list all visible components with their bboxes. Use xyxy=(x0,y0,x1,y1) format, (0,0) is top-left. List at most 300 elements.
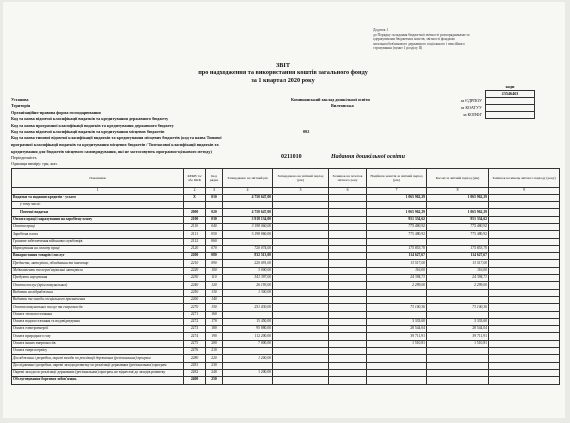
approved-year xyxy=(223,238,273,245)
balance-start xyxy=(329,340,367,347)
balance-end xyxy=(489,355,560,362)
indicator-name: Поточні видатки xyxy=(12,209,184,216)
balance-start xyxy=(329,369,367,376)
code-value xyxy=(486,104,535,111)
received-period xyxy=(367,362,427,369)
cash-expenses: 24 394,71 xyxy=(427,275,489,282)
approved-period xyxy=(273,267,329,274)
row-code xyxy=(206,202,223,209)
header-line: кредитування для бюджетів місцевого самоврядування, які не застосовують програмно-цільового методу) xyxy=(11,149,212,154)
approved-period xyxy=(273,245,329,252)
received-period: 28 544,04 xyxy=(367,326,427,333)
balance-start xyxy=(329,194,367,201)
balance-start xyxy=(329,209,367,216)
kekv-code: 2270 xyxy=(184,304,206,311)
approved-year: 95 880,00 xyxy=(223,326,273,333)
cash-expenses xyxy=(427,238,489,245)
kekv-code: X xyxy=(184,194,206,201)
kekv-code: 2230 xyxy=(184,275,206,282)
received-period: 3 333,60 xyxy=(367,318,427,325)
approved-year xyxy=(223,348,273,355)
received-period: 775 480,92 xyxy=(367,223,427,230)
cash-expenses: 39 711,91 xyxy=(427,333,489,340)
approved-period xyxy=(273,348,329,355)
balance-start xyxy=(329,355,367,362)
annex-line: одержувачами бюджетних коштів, звітності фондами xyxy=(373,37,455,41)
received-period: 39 711,91 xyxy=(367,333,427,340)
received-period: 1 065 962,29 xyxy=(367,194,427,201)
balance-start xyxy=(329,318,367,325)
header-key: Код та назва програмної класифікації видатків та кредитування державного бюджету xyxy=(11,122,174,128)
table-row xyxy=(12,253,560,260)
annex-line: загальнообов'язкового державного соціального і пенсійного xyxy=(373,41,465,46)
table-row xyxy=(12,245,560,252)
indicator-name: Оплата водопостачання та водовідведення xyxy=(12,318,184,325)
approved-period xyxy=(273,369,329,376)
indicator-name: Оплата природного газу xyxy=(12,333,184,340)
periodicity-label: Періодичність xyxy=(11,155,37,160)
cash-expenses: 775 480,92 xyxy=(427,223,489,230)
column-header: Затверджено на звітний рік xyxy=(223,169,273,188)
header-value: 002 xyxy=(303,128,310,134)
balance-end xyxy=(489,223,560,230)
indicator-name: Дослідження і розробки, окремі заходи по реалізації державних (регіональних) програм xyxy=(12,355,184,362)
indicator-name: Використання товарів і послуг xyxy=(12,253,184,260)
balance-end xyxy=(489,289,560,296)
table-row xyxy=(12,275,560,282)
table-row xyxy=(12,304,560,311)
balance-start xyxy=(329,333,367,340)
balance-end xyxy=(489,362,560,369)
header-key: Код та назва відомчої класифікації видатків та кредитування місцевих бюджетів xyxy=(11,128,165,134)
balance-start xyxy=(329,216,367,223)
report-title xyxy=(143,62,423,84)
column-header: Залишок на початок звітного року xyxy=(329,169,367,188)
cash-expenses xyxy=(427,377,489,384)
header-key: Установа xyxy=(11,97,29,102)
code-value xyxy=(486,97,535,104)
approved-period xyxy=(273,253,329,260)
balance-end xyxy=(489,231,560,238)
row-code: 120 xyxy=(206,282,223,289)
approved-period xyxy=(273,275,329,282)
column-number: 3 xyxy=(206,188,223,195)
column-header: Код рядка xyxy=(206,169,223,188)
column-header: Касові за звітний період (рік) xyxy=(427,169,489,188)
title-line: про надходження та використання коштів загального фонду xyxy=(198,69,368,77)
balance-end xyxy=(489,296,560,303)
approved-year: 832 513,00 xyxy=(223,253,273,260)
indicator-name: Продукти харчування xyxy=(12,275,184,282)
approved-period xyxy=(273,304,329,311)
row-code: 130 xyxy=(206,289,223,296)
indicator-name: Медикаменти та перев'язувальні матеріали xyxy=(12,267,184,274)
annex-line: до Порядку складання бюджетної звітності розпорядниками та xyxy=(373,32,470,37)
table-row xyxy=(12,231,560,238)
header-key: Код та назва відомчої класифікації видатків та кредитування державного бюджету xyxy=(11,116,169,122)
approved-year: 4 750 647,00 xyxy=(223,194,273,201)
balance-end xyxy=(489,194,560,201)
column-header: Надійшло коштів за звітний період (рік) xyxy=(367,169,427,188)
code-label: за КОПФГ xyxy=(462,112,482,117)
received-period: 1 065 962,29 xyxy=(367,209,427,216)
balance-start xyxy=(329,223,367,230)
row-code: 060 xyxy=(206,238,223,245)
header-key: Територія xyxy=(11,103,31,109)
balance-start xyxy=(329,260,367,267)
cash-expenses: 1 065 962,29 xyxy=(427,209,489,216)
table-row xyxy=(12,362,560,369)
indicator-name: Оплата праці xyxy=(12,223,184,230)
approved-period xyxy=(273,202,329,209)
received-period xyxy=(367,369,427,376)
row-code: 210 xyxy=(206,348,223,355)
balance-end xyxy=(489,304,560,311)
row-code: 140 xyxy=(206,296,223,303)
indicator-name: Дослідження і розробки, окремі заходи розвитку по реалізації державних (регіональних) програм xyxy=(12,362,184,369)
indicator-name: Оплата праці і нарахування на заробітну плату xyxy=(12,216,184,223)
row-code: 070 xyxy=(206,245,223,252)
balance-start xyxy=(329,311,367,318)
balance-end xyxy=(489,348,560,355)
approved-period xyxy=(273,377,329,384)
approved-year: 341 397,00 xyxy=(223,275,273,282)
received-period: 114 627,67 xyxy=(367,253,427,260)
indicator-name: Оплата теплопостачання xyxy=(12,311,184,318)
approved-year: 15 450,00 xyxy=(223,318,273,325)
approved-year xyxy=(223,296,273,303)
code-label: за КОАТУУ xyxy=(460,105,482,110)
cash-expenses: 28 544,04 xyxy=(427,326,489,333)
kekv-code: 2112 xyxy=(184,238,206,245)
table-row xyxy=(12,238,560,245)
approved-year: 1 200,00 xyxy=(223,355,273,362)
cash-expenses xyxy=(427,311,489,318)
cash-expenses: 114 627,67 xyxy=(427,253,489,260)
approved-period xyxy=(273,289,329,296)
received-period xyxy=(367,289,427,296)
indicator-name: Оплата послуг (крім комунальних) xyxy=(12,282,184,289)
row-code: 040 xyxy=(206,223,223,230)
row-code: 110 xyxy=(206,275,223,282)
table-row xyxy=(12,216,560,223)
approved-period xyxy=(273,333,329,340)
header-value: Комишанський заклад дошкільної освіти xyxy=(291,97,370,102)
received-period: 2 299,00 xyxy=(367,282,427,289)
column-header: Затверджено на звітний період (рік) xyxy=(273,169,329,188)
approved-year: 112 200,00 xyxy=(223,333,273,340)
approved-year: 720 074,00 xyxy=(223,245,273,252)
kekv-code: 2276 xyxy=(184,348,206,355)
kekv-code: 2271 xyxy=(184,311,206,318)
balance-end xyxy=(489,333,560,340)
kekv-code: 2120 xyxy=(184,245,206,252)
balance-end xyxy=(489,202,560,209)
approved-year: 3 000,00 xyxy=(223,267,273,274)
column-header: КЕКВ та/або ККК xyxy=(184,169,206,188)
approved-period xyxy=(273,231,329,238)
approved-year xyxy=(223,377,273,384)
approved-period xyxy=(273,311,329,318)
column-number: 6 xyxy=(329,188,367,195)
approved-period xyxy=(273,223,329,230)
row-code: 030 xyxy=(206,216,223,223)
row-code: 220 xyxy=(206,355,223,362)
received-period xyxy=(367,377,427,384)
kekv-code: 2274 xyxy=(184,333,206,340)
approved-period xyxy=(273,238,329,245)
program-code: 0211010 xyxy=(281,154,302,160)
code-label: за ЄДРПОУ xyxy=(460,98,482,103)
balance-end xyxy=(489,216,560,223)
cash-expenses xyxy=(427,348,489,355)
approved-year: 3 198 060,00 xyxy=(223,231,273,238)
unit-label: Одиниця виміру: грн, коп. xyxy=(11,161,58,166)
indicator-name: Видатки на відрядження xyxy=(12,289,184,296)
annex-line: страхування (пункт 1 розділу II) xyxy=(373,46,423,50)
balance-start xyxy=(329,296,367,303)
row-code: 180 xyxy=(206,326,223,333)
header-line xyxy=(11,142,431,148)
received-period: 73 100,36 xyxy=(367,304,427,311)
received-period: 775 480,92 xyxy=(367,231,427,238)
approved-year: 1 200,00 xyxy=(223,369,273,376)
approved-period xyxy=(273,340,329,347)
column-header: Показники xyxy=(12,169,184,188)
kekv-code: 2260 xyxy=(184,296,206,303)
table-row xyxy=(12,209,560,216)
balance-end xyxy=(489,245,560,252)
indicator-name: Оплата електроенергії xyxy=(12,326,184,333)
approved-year: 26 193,00 xyxy=(223,282,273,289)
codes-header: коди xyxy=(505,84,515,90)
approved-year: 3 198 060,00 xyxy=(223,223,273,230)
column-number: 5 xyxy=(273,188,329,195)
balance-start xyxy=(329,289,367,296)
received-period xyxy=(367,311,427,318)
table-row xyxy=(12,260,560,267)
balance-end xyxy=(489,260,560,267)
report-page xyxy=(3,2,565,418)
row-code: 190 xyxy=(206,333,223,340)
column-number-row xyxy=(12,188,560,195)
approved-year: 220 091,00 xyxy=(223,260,273,267)
row-code: 080 xyxy=(206,253,223,260)
cash-expenses xyxy=(427,289,489,296)
kekv-code: 2111 xyxy=(184,231,206,238)
approved-year: 251 430,00 xyxy=(223,304,273,311)
balance-start xyxy=(329,245,367,252)
balance-start xyxy=(329,304,367,311)
approved-period xyxy=(273,296,329,303)
approved-period xyxy=(273,326,329,333)
table-row xyxy=(12,326,560,333)
cash-expenses: 175 853,70 xyxy=(427,245,489,252)
approved-period xyxy=(273,216,329,223)
indicator-name: Видатки та заходи спеціального призначення xyxy=(12,296,184,303)
header-key: Код та назва типової відомчої класифікації видатків та кредитування місцевих бюджетів (код та назва Типової xyxy=(11,135,222,141)
approved-period xyxy=(273,282,329,289)
received-period xyxy=(367,238,427,245)
balance-end xyxy=(489,369,560,376)
balance-end xyxy=(489,326,560,333)
kekv-code: 2250 xyxy=(184,289,206,296)
kekv-code: 2210 xyxy=(184,260,206,267)
cash-expenses xyxy=(427,202,489,209)
code-value: 23546463 xyxy=(486,90,535,97)
column-number: 4 xyxy=(223,188,273,195)
balance-start xyxy=(329,267,367,274)
received-period: 116,00 xyxy=(367,267,427,274)
table-row xyxy=(12,348,560,355)
approved-year: 1 300,00 xyxy=(223,289,273,296)
row-code: 020 xyxy=(206,209,223,216)
balance-start xyxy=(329,231,367,238)
approved-year: 4 750 647,00 xyxy=(223,209,273,216)
kekv-code: 2000 xyxy=(184,209,206,216)
table-row xyxy=(12,340,560,347)
balance-start xyxy=(329,238,367,245)
row-code: 170 xyxy=(206,318,223,325)
cash-expenses xyxy=(427,296,489,303)
indicator-name: Нарахування на оплату праці xyxy=(12,245,184,252)
code-label xyxy=(441,90,486,97)
codes-table xyxy=(441,84,535,119)
indicator-name: Окремі заходи по реалізації державних (регіональних) програм, не віднесені до заходів розвитку xyxy=(12,369,184,376)
approved-period xyxy=(273,362,329,369)
header-key: Організаційно-правова форма господарювання xyxy=(11,109,101,115)
received-period: 13 517,00 xyxy=(367,260,427,267)
balance-end xyxy=(489,340,560,347)
balance-end xyxy=(489,209,560,216)
indicator-name: Оплата інших енергоносіїв xyxy=(12,340,184,347)
header-fields xyxy=(11,97,431,148)
table-row xyxy=(12,223,560,230)
kekv-code: 2240 xyxy=(184,282,206,289)
cash-expenses xyxy=(427,369,489,376)
kekv-code: 2200 xyxy=(184,253,206,260)
cash-expenses: 3 333,60 xyxy=(427,318,489,325)
kekv-code: 2282 xyxy=(184,369,206,376)
table-header-row xyxy=(12,169,560,188)
received-period xyxy=(367,355,427,362)
received-period: 24 394,71 xyxy=(367,275,427,282)
approved-year xyxy=(223,202,273,209)
approved-year xyxy=(223,362,273,369)
kekv-code: 2273 xyxy=(184,326,206,333)
cash-expenses: 1 065 962,29 xyxy=(427,194,489,201)
balance-start xyxy=(329,377,367,384)
column-number: 9 xyxy=(489,188,560,195)
table-row xyxy=(12,289,560,296)
row-code: 250 xyxy=(206,377,223,384)
indicator-name: Обслуговування боргових зобов'язань xyxy=(12,377,184,384)
row-code: 010 xyxy=(206,194,223,201)
indicator-name: Предмети, матеріали, обладнання та інвентар xyxy=(12,260,184,267)
table-row xyxy=(12,202,560,209)
balance-end xyxy=(489,282,560,289)
received-period xyxy=(367,202,427,209)
cash-expenses xyxy=(427,362,489,369)
indicator-name: Оплата енергосервісу xyxy=(12,348,184,355)
received-period: 175 853,70 xyxy=(367,245,427,252)
indicator-name: Видатки та надання кредитів - усього xyxy=(12,194,184,201)
cash-expenses: 73 100,36 xyxy=(427,304,489,311)
approved-period xyxy=(273,355,329,362)
approved-period xyxy=(273,260,329,267)
code-value xyxy=(486,111,535,118)
balance-start xyxy=(329,282,367,289)
balance-start xyxy=(329,202,367,209)
indicator-name: Оплата комунальних послуг та енергоносіїв xyxy=(12,304,184,311)
indicator-name: Заробітна плата xyxy=(12,231,184,238)
received-period: 951 334,62 xyxy=(367,216,427,223)
column-number: 2 xyxy=(184,188,206,195)
kekv-code: 2400 xyxy=(184,377,206,384)
row-code: 230 xyxy=(206,362,223,369)
cash-expenses: 116,00 xyxy=(427,267,489,274)
received-period xyxy=(367,296,427,303)
balance-end xyxy=(489,275,560,282)
table-row xyxy=(12,282,560,289)
kekv-code: 2110 xyxy=(184,223,206,230)
kekv-code xyxy=(184,202,206,209)
kekv-code: 2280 xyxy=(184,355,206,362)
table-row xyxy=(12,377,560,384)
row-code: 150 xyxy=(206,304,223,311)
title-line: за 1 квартал 2020 року xyxy=(251,76,315,84)
received-period xyxy=(367,348,427,355)
balance-end xyxy=(489,267,560,274)
approved-year: 3 918 134,00 xyxy=(223,216,273,223)
kekv-code: 2100 xyxy=(184,216,206,223)
program-name: Надання дошкільної освіти xyxy=(331,154,405,160)
approved-year xyxy=(223,311,273,318)
table-row xyxy=(12,194,560,201)
annex-line: Додаток 1 xyxy=(373,28,389,32)
kekv-code: 2272 xyxy=(184,318,206,325)
table-row xyxy=(12,311,560,318)
table-row xyxy=(12,296,560,303)
balance-start xyxy=(329,362,367,369)
cash-expenses: 1 510,81 xyxy=(427,340,489,347)
column-number: 7 xyxy=(367,188,427,195)
table-row xyxy=(12,318,560,325)
approved-year: 7 000,00 xyxy=(223,340,273,347)
main-table xyxy=(11,168,560,385)
row-code: 200 xyxy=(206,340,223,347)
table-row xyxy=(12,369,560,376)
approved-period xyxy=(273,194,329,201)
cash-expenses: 2 299,00 xyxy=(427,282,489,289)
cash-expenses: 13 517,00 xyxy=(427,260,489,267)
cash-expenses xyxy=(427,355,489,362)
column-number: 8 xyxy=(427,188,489,195)
balance-start xyxy=(329,326,367,333)
header-key: програмної класифікації видатків та кредитування місцевих бюджетів / Тимчасової класифікації видатків та xyxy=(11,141,219,147)
column-number: 1 xyxy=(12,188,184,195)
fund-block xyxy=(11,149,551,167)
row-code: 090 xyxy=(206,260,223,267)
indicator-name: Грошове забезпечення військовослужбовців xyxy=(12,238,184,245)
balance-start xyxy=(329,275,367,282)
row-code: 100 xyxy=(206,267,223,274)
row-code: 050 xyxy=(206,231,223,238)
balance-end xyxy=(489,377,560,384)
kekv-code: 2220 xyxy=(184,267,206,274)
header-value: Вилтянська xyxy=(331,103,354,109)
table-row xyxy=(12,267,560,274)
